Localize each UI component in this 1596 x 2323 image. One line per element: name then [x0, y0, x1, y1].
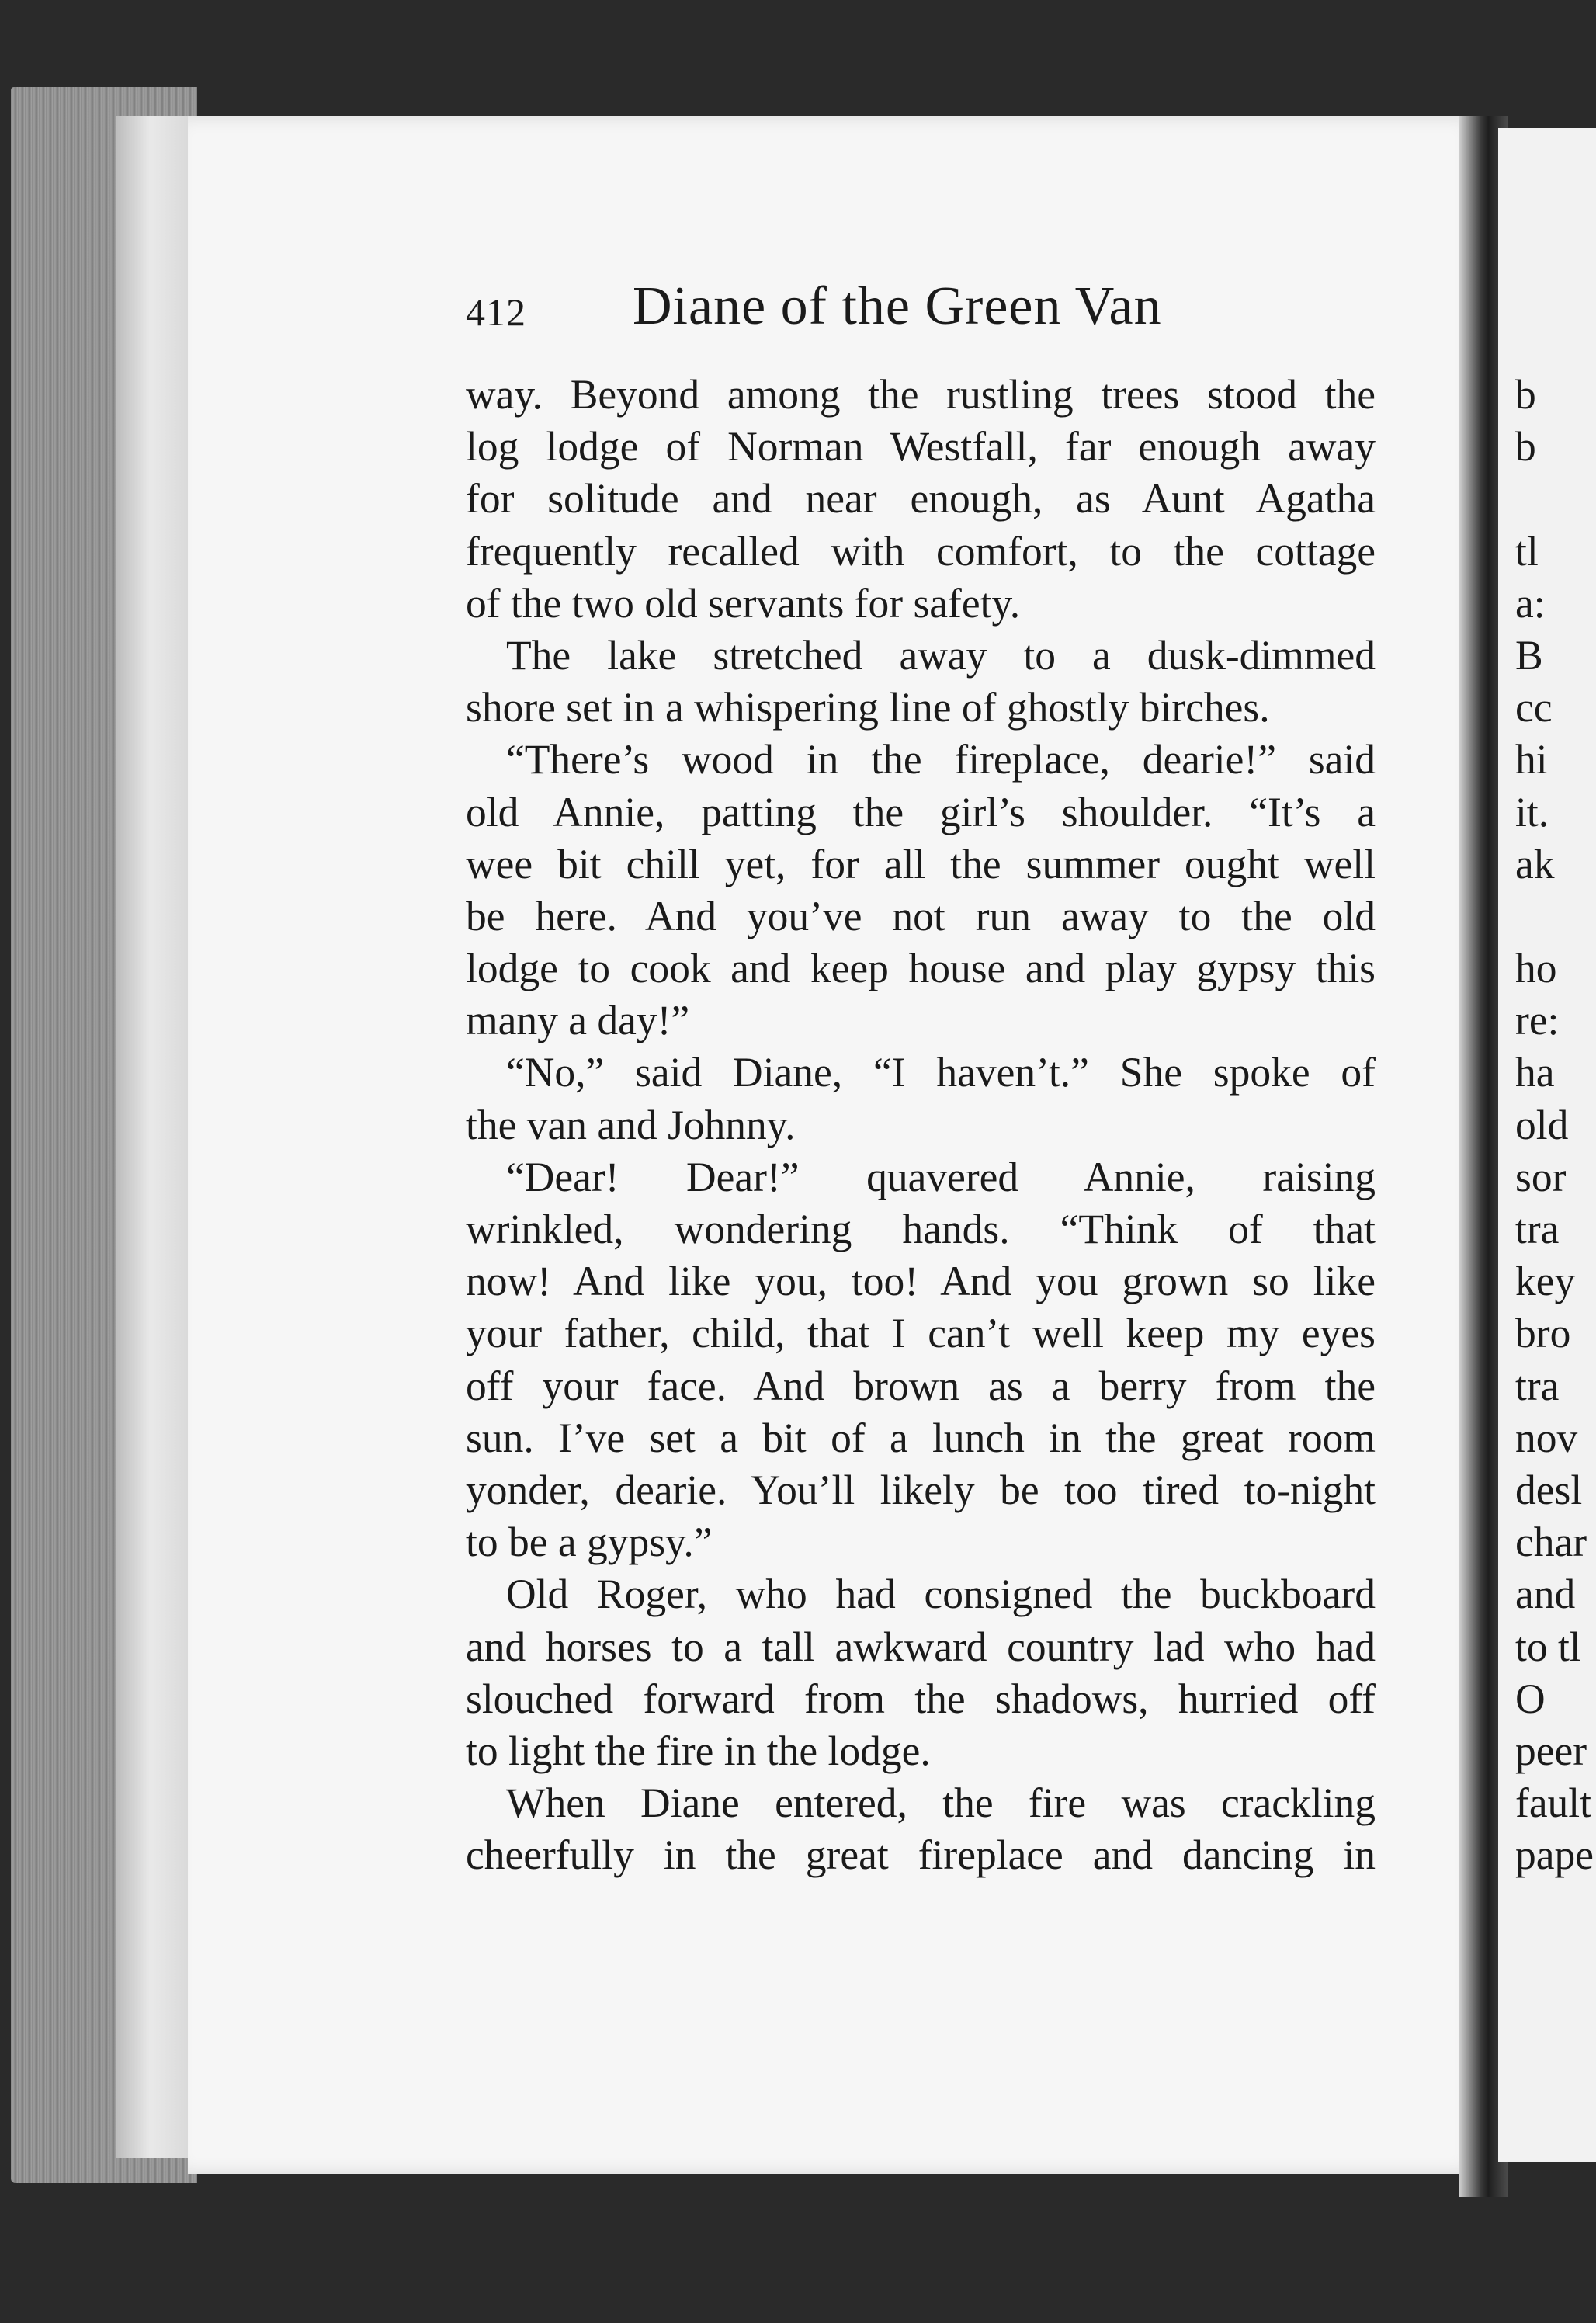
text-line: slouched forward from the shadows, hurried off	[466, 1675, 1376, 1722]
text-line: “No,” said Diane, “I haven’t.” She spoke of	[506, 1049, 1376, 1096]
page-number: 412	[466, 290, 526, 334]
text-line: be here. And you’ve not run away to the old	[466, 892, 1376, 939]
text-line: the van and Johnny.	[466, 1101, 796, 1148]
text-line: sun. I’ve set a bit of a lunch in the great room	[466, 1414, 1376, 1461]
text-line: cheerfully in the great fireplace and dancing in	[466, 1832, 1376, 1879]
right-page-fragment: fault	[1515, 1780, 1592, 1827]
right-page-fragment: ho	[1515, 945, 1557, 992]
right-page-fragment: b	[1515, 423, 1536, 471]
right-page-fragment	[1515, 891, 1596, 943]
text-line: to light the fire in the lodge.	[466, 1727, 931, 1774]
right-page-fragment: key	[1515, 1258, 1576, 1305]
body-text	[466, 369, 1376, 1881]
text-line: to be a gypsy.”	[466, 1519, 713, 1566]
right-page-fragment: tra	[1515, 1362, 1560, 1409]
text-line: now! And like you, too! And you grown so like	[466, 1258, 1376, 1305]
text-line: of the two old servants for safety.	[466, 579, 1021, 627]
text-line: log lodge of Norman Westfall, far enough away	[466, 423, 1376, 471]
text-line: “Dear! Dear!” quavered Annie, raising	[506, 1153, 1376, 1200]
right-page-fragment: char	[1515, 1519, 1587, 1566]
right-page-fragment: hi	[1515, 736, 1548, 783]
text-line: shore set in a whispering line of ghostly birches.	[466, 684, 1270, 731]
right-page-fragment: B	[1515, 631, 1543, 679]
right-page-fragment: sor	[1515, 1153, 1567, 1200]
right-page-fragment: it.	[1515, 788, 1549, 835]
text-line: old Annie, patting the girl’s shoulder. “It’s a	[466, 788, 1376, 835]
running-head	[466, 276, 1397, 345]
text-line: way. Beyond among the rustling trees stood the	[466, 371, 1376, 418]
right-page-fragment: b	[1515, 371, 1536, 418]
text-line: for solitude and near enough, as Aunt Agatha	[466, 475, 1376, 523]
right-page-fragment: ha	[1515, 1049, 1555, 1096]
text-line: and horses to a tall awkward country lad who had	[466, 1623, 1376, 1670]
right-page-fragment: a:	[1515, 579, 1546, 627]
right-page-fragment: ak	[1515, 840, 1555, 887]
text-line: When Diane entered, the fire was crackling	[506, 1780, 1376, 1827]
text-line: yonder, dearie. You’ll likely be too tired to-night	[466, 1466, 1376, 1513]
right-page-text-fragments	[1515, 369, 1596, 1881]
right-page-fragment: re:	[1515, 997, 1560, 1044]
text-line: wee bit chill yet, for all the summer ought well	[466, 840, 1376, 887]
right-page-fragment: to tl	[1515, 1623, 1581, 1670]
text-line: off your face. And brown as a berry from the	[466, 1362, 1376, 1409]
right-page-fragment	[1515, 473, 1596, 525]
right-page-fragment: O	[1515, 1675, 1546, 1722]
text-line: Old Roger, who had consigned the buckboard	[506, 1571, 1376, 1618]
right-page-fragment: old	[1515, 1101, 1569, 1148]
right-page-fragment: desl	[1515, 1466, 1583, 1513]
text-line: wrinkled, wondering hands. “Think of that	[466, 1206, 1376, 1252]
right-page-fragment: bro	[1515, 1310, 1571, 1357]
right-page-fragment: cc	[1515, 684, 1553, 731]
right-page-fragment: peer	[1515, 1727, 1587, 1774]
text-line: lodge to cook and keep house and play gypsy this	[466, 945, 1376, 992]
text-line: “There’s wood in the fireplace, dearie!” said	[506, 736, 1376, 783]
text-line: your father, child, that I can’t well keep my eyes	[466, 1310, 1376, 1357]
right-page-fragment: pape	[1515, 1832, 1594, 1879]
text-line: The lake stretched away to a dusk-dimmed	[506, 631, 1376, 679]
right-page-fragment: tl	[1515, 527, 1539, 575]
running-title: Diane of the Green Van	[633, 276, 1162, 336]
right-page-fragment: tra	[1515, 1206, 1560, 1252]
right-page-fragment: nov	[1515, 1414, 1578, 1461]
text-line: frequently recalled with comfort, to the cottage	[466, 527, 1376, 575]
right-page-fragment: and	[1515, 1571, 1576, 1618]
text-line: many a day!”	[466, 997, 690, 1044]
